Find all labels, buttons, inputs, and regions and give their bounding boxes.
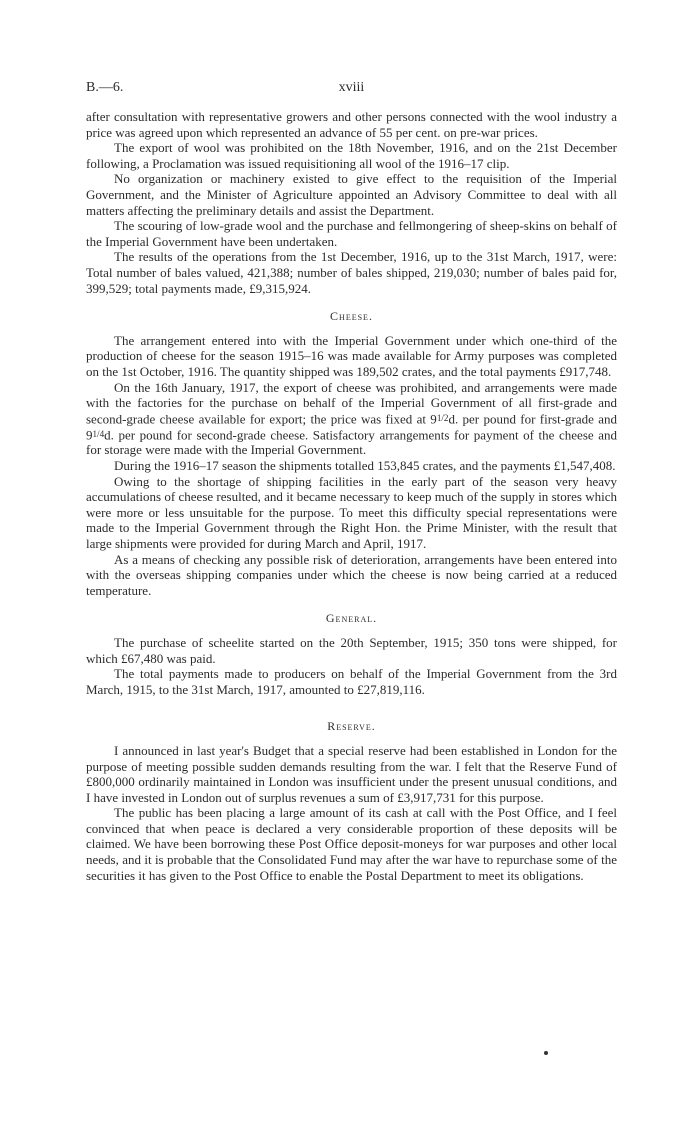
fraction: 1/4 bbox=[92, 428, 105, 439]
cheese-paragraph: As a means of checking any possible risk of deterioration, arrangements have been entered into with the overseas shipping companies under which the cheese is now being carried at a reduced temperature. bbox=[86, 551, 617, 598]
cheese-paragraph bbox=[86, 380, 617, 459]
general-paragraph: The purchase of scheelite started on the 20th September, 1915; 350 tons were shipped, for which £67,480 was paid. bbox=[86, 634, 617, 666]
section-heading-general: General. bbox=[325, 611, 378, 626]
reserve-paragraph: I announced in last year's Budget that a special reserve had been established in London for the purpose of meeting possible sudden demands resulting from the war. I felt that the Reserve Fund of £800,000 ordinarily maintained in London was insufficient under the present unusual conditions, and I have invested in London out of surplus revenues a sum of £3,917,731 for this purpose. bbox=[86, 742, 617, 805]
section-heading-reserve: Reserve. bbox=[327, 719, 376, 734]
page-number: xviii bbox=[338, 80, 365, 95]
wool-paragraph: The results of the operations from the 1st December, 1916, up to the 31st March, 1917, were: Total number of bales valued, 421,388; number of bales shipped, 219,030; number of bales paid for, 399,529; total payments made, £9,315,924. bbox=[86, 249, 617, 296]
wool-paragraph: No organization or machinery existed to give effect to the requisition of the Imperial Government, and the Minister of Agriculture appointed an Advisory Committee to deal with all matters affecting the preliminary details and assist the Department. bbox=[86, 171, 617, 218]
cheese-paragraph: The arrangement entered into with the Imperial Government under which one-third of the production of cheese for the season 1915–16 was made available for Army purposes was completed on the 1st October, 1916. The quantity shipped was 189,502 crates, and the total payments £917,748. bbox=[86, 332, 617, 379]
wool-paragraph: The scouring of low-grade wool and the purchase and fellmongering of sheep-skins on behalf of the Imperial Government have been undertaken. bbox=[86, 218, 617, 249]
text-run: d. per pound for first-grade and 9 bbox=[86, 410, 617, 442]
general-paragraph: The total payments made to producers on behalf of the Imperial Government from the 3rd March, 1915, to the 31st March, 1917, amounted to £27,819,116. bbox=[86, 666, 617, 697]
section-heading-cheese: Cheese. bbox=[330, 309, 373, 324]
cheese-paragraph: During the 1916–17 season the shipments totalled 153,845 crates, and the payments £1,547,408. bbox=[114, 458, 616, 473]
reserve-paragraph: The public has been placing a large amount of its cash at call with the Post Office, and I feel convinced that when peace is declared a very considerable proportion of these deposits will be claimed. We have been borrowing these Post Office deposit-moneys for war purposes and other local needs, and it is probable that the Consolidated Fund may after the war have to repurchase some of the securities it has given to the Post Office to enable the Postal Department to meet its obligations. bbox=[86, 805, 617, 883]
document-reference: B.—6. bbox=[86, 80, 124, 95]
wool-paragraph-continuation: after consultation with representative growers and other persons connected with the wool industry a price was agreed upon which represented an advance of 55 per cent. on pre-war prices. bbox=[86, 109, 617, 140]
page-header bbox=[86, 80, 617, 100]
ink-speck bbox=[544, 1051, 548, 1055]
cheese-paragraph: Owing to the shortage of shipping facilities in the early part of the season very heavy accumulations of cheese resulted, and it became necessary to keep much of the supply in stores which were more or less unsuitable for the purpose. To meet this difficulty special representations were made to the Imperial Government through the Right Hon. the Prime Minister, with the result that large shipments were provided for during March and April, 1917. bbox=[86, 473, 617, 551]
document-page bbox=[86, 80, 617, 883]
text-run: On the 16th January, 1917, the export of cheese was prohibited, and arrangements were made with the factories for the purchase on behalf of the Imperial Government of all first-grade and second-grade cheese available for export; the price was fixed at 9 bbox=[86, 379, 617, 426]
fraction: 1/2 bbox=[436, 412, 449, 423]
wool-paragraph: The export of wool was prohibited on the 18th November, 1916, and on the 21st December following, a Proclamation was issued requisitioning all wool of the 1916–17 clip. bbox=[86, 140, 617, 171]
text-run: d. per pound for second-grade cheese. Satisfactory arrangements for payment of the cheese and for storage were made with the Imperial Government. bbox=[86, 426, 617, 458]
